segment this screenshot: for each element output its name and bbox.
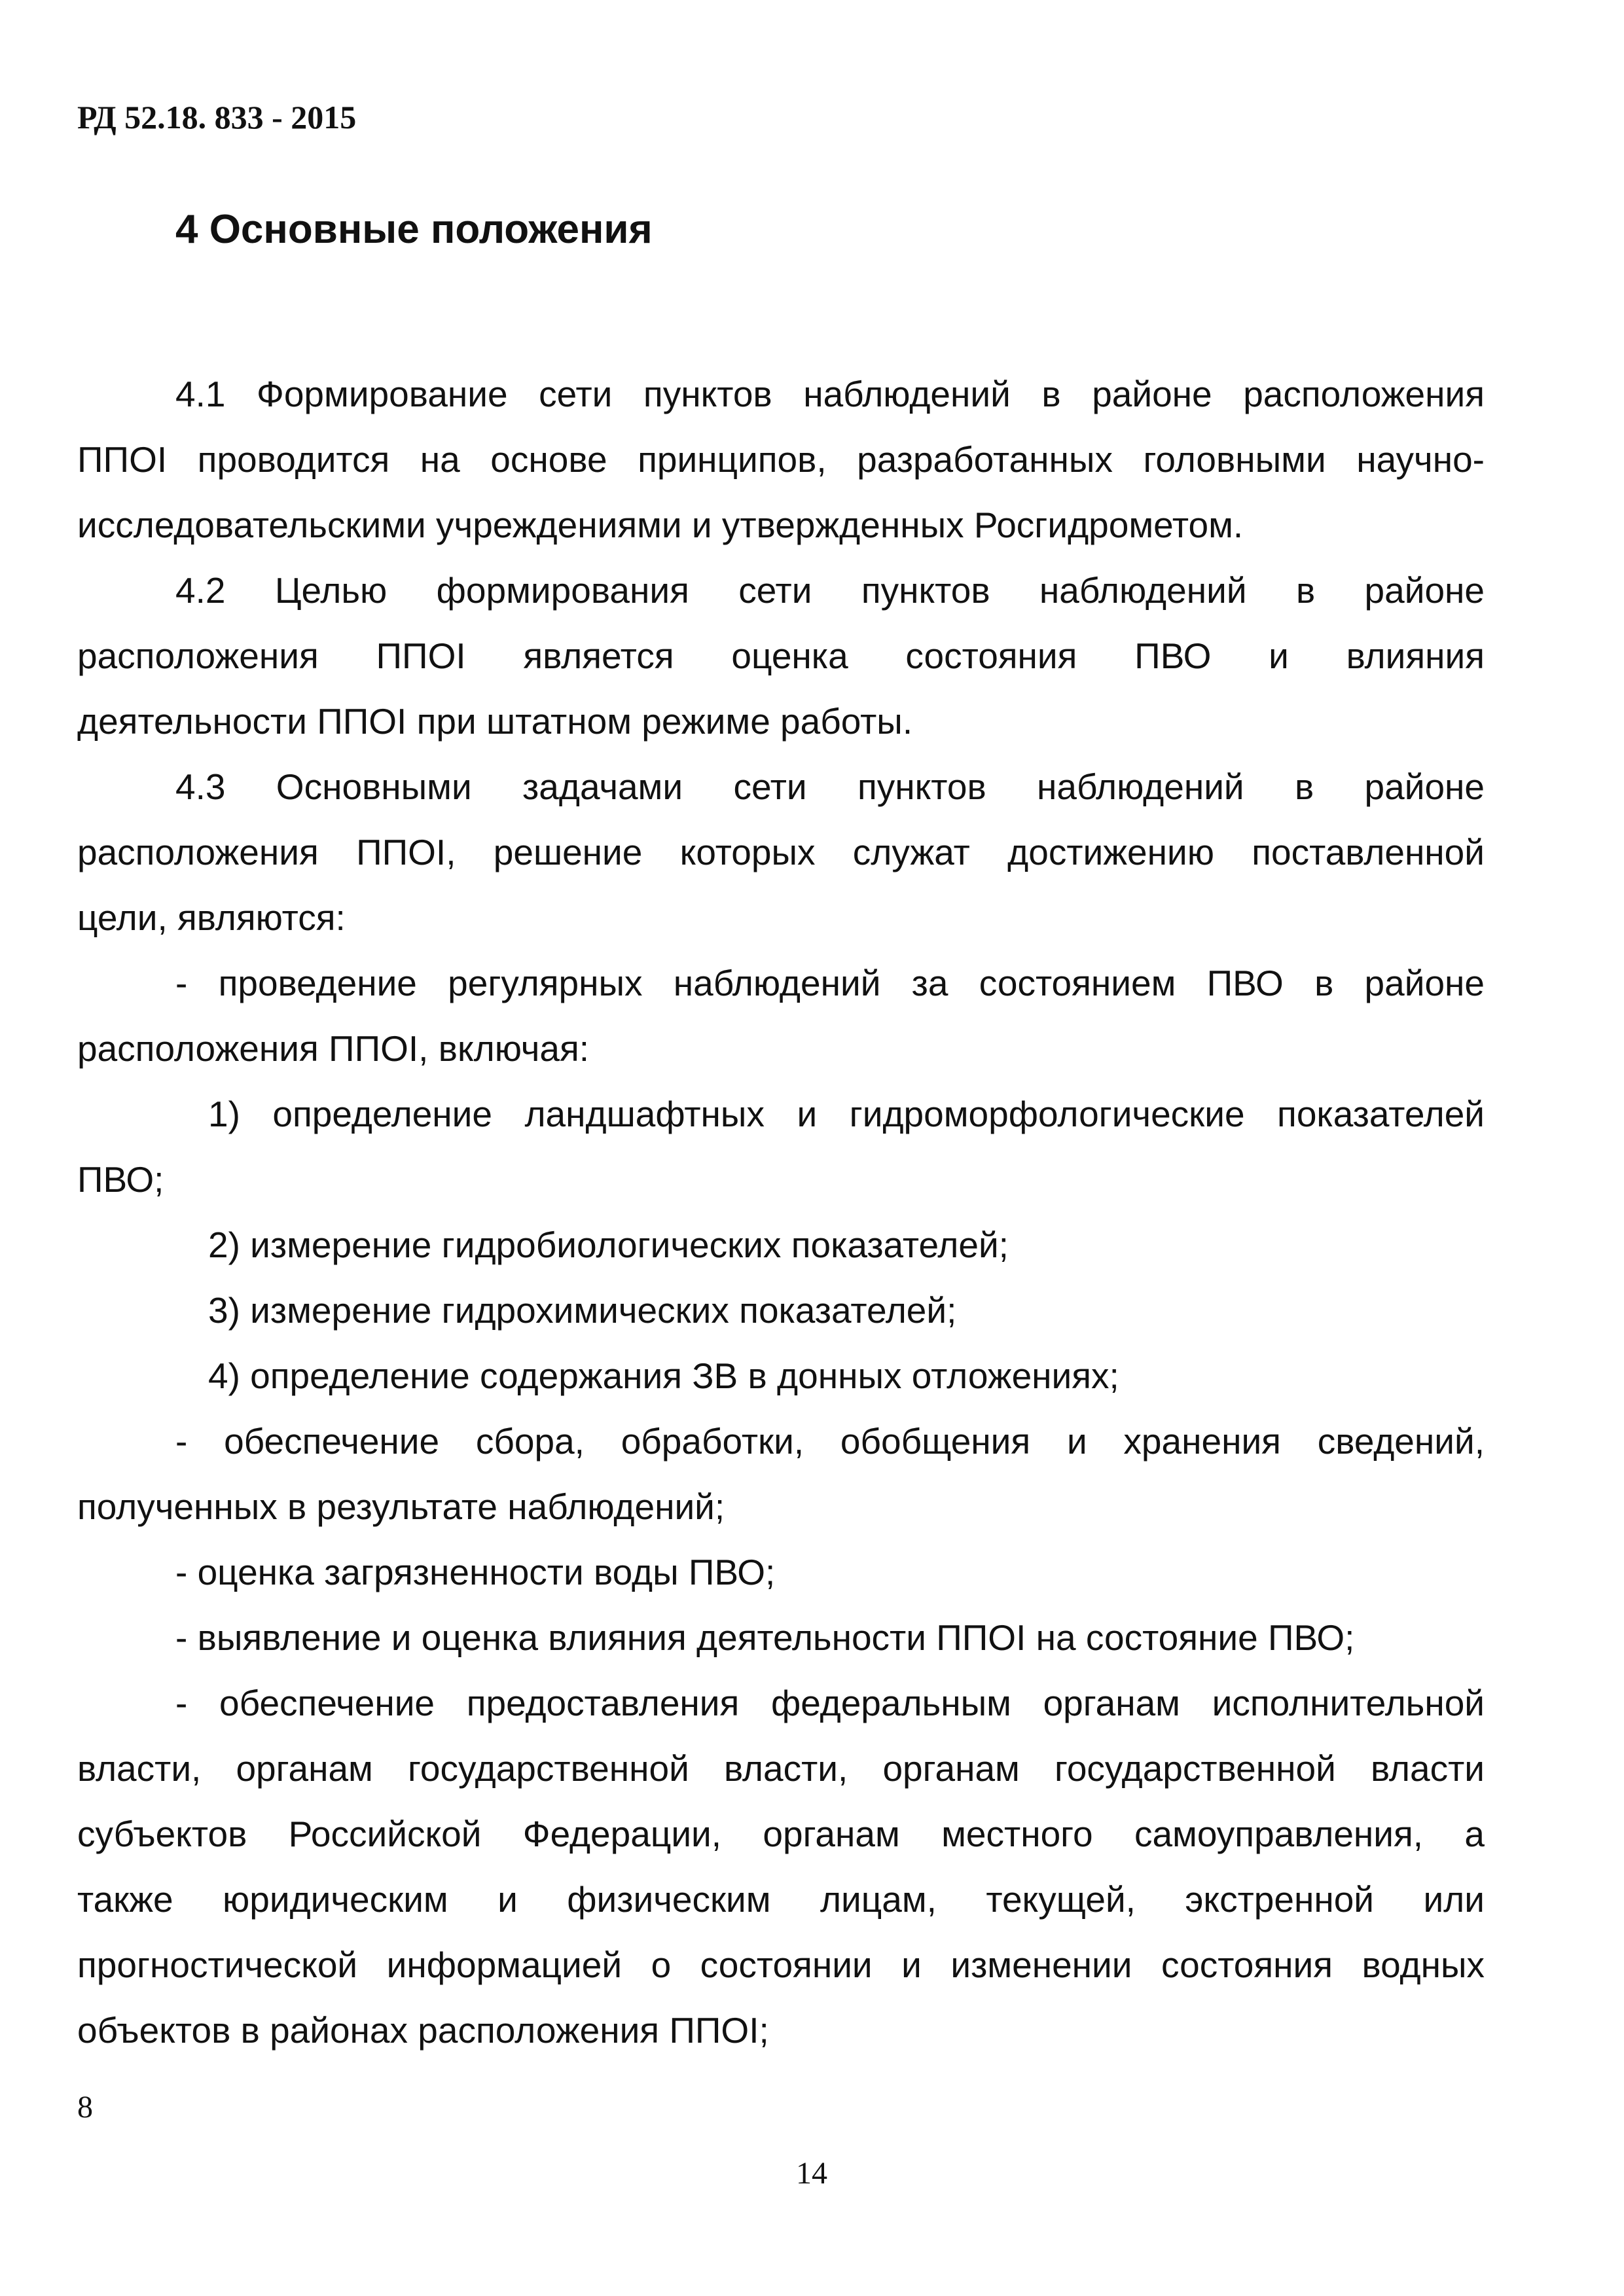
text-line: 3) измерение гидрохимических показателей; [208,1290,957,1331]
subitem-3 [77,1278,1485,1343]
bullet-collection [77,1408,1485,1539]
text-line: 2) измерение гидробиологических показателей; [208,1225,1009,1265]
page-number-left: 8 [77,2090,93,2125]
text-line: власти, органам государственной власти, органам государственной власти [77,1748,1485,1789]
document-code: РД 52.18. 833 - 2015 [77,99,357,135]
paragraph-4-2 [77,558,1485,754]
text-line: объектов в районах расположения ППОI; [77,2010,769,2051]
text-line: также юридическим и физическим лицам, текущей, экстренной или [77,1879,1485,1920]
text-line: 4) определение содержания ЗВ в донных отложениях; [208,1355,1119,1396]
text-line: субъектов Российской Федерации, органам местного самоуправления, а [77,1814,1485,1854]
text-line: полученных в результате наблюдений; [77,1486,725,1527]
text-line: деятельности ППОI при штатном режиме работы. [77,701,913,742]
text-line: - обеспечение предоставления федеральным органам исполнительной [175,1683,1485,1723]
subitem-4 [77,1343,1485,1408]
text-line: - проведение регулярных наблюдений за состоянием ПВО в районе [175,963,1485,1003]
text-line: расположения ППОI, решение которых служат достижению поставленной [77,832,1485,872]
bullet-observations [77,950,1485,1081]
text-line: прогностической информацией о состоянии и изменении состояния водных [77,1945,1485,1985]
text-line: - обеспечение сбора, обработки, обобщения и хранения сведений, [175,1421,1485,1462]
bullet-information [77,1670,1485,2063]
page-number-center: 14 [796,2156,827,2191]
text-line: 4.3 Основными задачами сети пунктов наблюдений в районе [175,766,1485,807]
text-line: ПВО; [77,1159,164,1200]
text-line: исследовательскими учреждениями и утвержденных Росгидрометом. [77,505,1244,545]
subitem-2 [77,1212,1485,1278]
text-line: - выявление и оценка влияния деятельности ППОI на состояние ПВО; [175,1617,1355,1658]
document-body [77,361,1485,2063]
bullet-impact [77,1605,1485,1670]
text-line: ППОI проводится на основе принципов, разработанных головными научно- [77,439,1485,480]
text-line: 4.2 Целью формирования сети пунктов наблюдений в районе [175,570,1485,611]
text-line: 4.1 Формирование сети пунктов наблюдений в районе расположения [175,374,1485,414]
text-line: 1) определение ландшафтных и гидроморфологические показателей [208,1094,1485,1134]
text-line: - оценка загрязненности воды ПВО; [175,1552,776,1592]
paragraph-4-1 [77,361,1485,558]
section-title: 4 Основные положения [175,207,653,252]
paragraph-4-3 [77,754,1485,950]
text-line: цели, являются: [77,897,346,938]
text-line: расположения ППОI является оценка состояния ПВО и влияния [77,636,1485,676]
subitem-1 [77,1081,1485,1212]
bullet-water-assessment [77,1539,1485,1605]
text-line: расположения ППОI, включая: [77,1028,590,1069]
